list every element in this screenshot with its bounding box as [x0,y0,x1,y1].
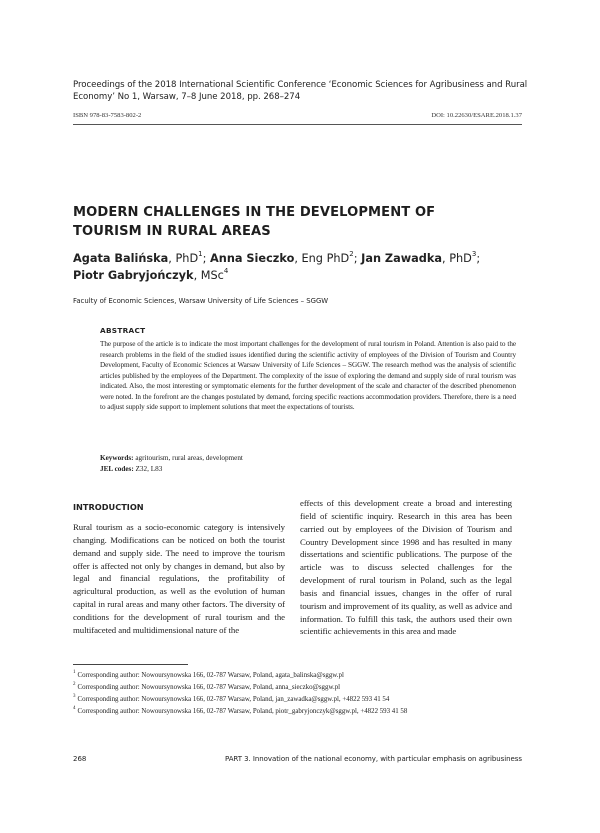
author-name: Piotr Gabryjończyk [73,269,194,282]
author-degree: , PhD [168,252,199,265]
doi: DOI: 10.22630/ESARE.2018.1.37 [431,112,522,119]
footnote-text: Corresponding author: Nowoursynowska 166, 02-787 Warsaw, Poland, anna_sieczko@sggw.pl [77,684,341,692]
body-column-right: effects of this development create a broad and interesting field of scientific inquiry. Research in this area has been carried out by employees of the Division of Tourism and Country Development since 1998 and has resulted in many dissertations and scientific publications. The purpose of the article was to discuss selected challenges for the development of rural tourism in Poland, such as the legal basis and financial issues, changes in the offer of rural tourism and improvement of its quality, as well as advice and information. To fulfill this task, the authors used their own scientific achievements in this area and made [300,498,512,637]
proceedings-header: Proceedings of the 2018 International Scientific Conference ‘Economic Sciences for Agribusiness and Rural Economy’ No 1, Warsaw, 7–8 June 2018, pp. 268–274 [73,80,528,102]
footnotes [73,670,533,718]
author-footnote-mark: 2 [349,250,354,259]
keywords-label: Keywords: [100,454,134,462]
footnote [73,682,533,694]
article-title: MODERN CHALLENGES IN THE DEVELOPMENT OF TOURISM IN RURAL AREAS [73,205,436,239]
author-name: Jan Zawadka [361,252,443,265]
footnote [73,706,533,718]
author-name: Anna Sieczko [210,252,295,265]
author-separator: ; [476,252,481,265]
author-footnote-mark: 3 [471,250,477,259]
author-entry [73,252,210,265]
footnote [73,694,533,706]
affiliation: Faculty of Economic Sciences, Warsaw University of Life Sciences – SGGW [73,297,329,305]
author-list [73,250,503,284]
footnote-text: Corresponding author: Nowoursynowska 166, 02-787 Warsaw, Poland, agata_balinska@sggw.pl [77,672,344,679]
author-entry [73,269,228,282]
body-column-left: Rural tourism as a socio-economic category is intensively changing. Modifications can be noticed on both the tourist demand and supply side. The need to improve the tourism offer is affected not only by changes in demand, but also by legal and financial regulations, the profitability of agricultural production, as well as the evolution of human capital in rural areas and many other factors. The diversity of conditions for the development of rural tourism and the multifaceted and multidimensional nature of the [73,522,285,635]
header-rule [73,124,522,125]
footnote-number: 4 [73,705,76,711]
keywords-block [100,453,516,474]
footnote-number: 1 [73,669,76,675]
abstract-text: The purpose of the article is to indicate the most important challenges for the development of rural tourism in Poland. Attention is also paid to the research problems in the field of the studied issues identified during the scientific activity of employees of the Division of Tourism and Country Development, Faculty of Economic Sciences at Warsaw University of Life Sciences – SGGW. The research method was the analysis of scientific articles published by the employees of the Department. The complexity of the issue of exploring the demand and supply side of rural tourism was indicated. Also, the most interesting or symptomatic elements for the further development of the scale and character of the described phenomenon were noted. In the forefront are the changes postulated by demand, forcing specific reactions accommodation providers. Therefore, there is a need to adjust supply side support to implement solutions that meet the expectations of tourists. [100,340,516,412]
footnote [73,670,533,682]
footnote-text: Corresponding author: Nowoursynowska 166, 02-787 Warsaw, Poland, jan_zawadka@sggw.pl, +4822 593 41 54 [77,696,390,704]
abstract-heading: ABSTRACT [100,326,146,335]
author-degree: , PhD [442,252,472,265]
introduction-heading: INTRODUCTION [73,502,144,512]
page-number: 268 [73,755,87,763]
author-separator: ; [353,252,362,265]
author-separator: ; [202,252,211,265]
footnote-rule [73,664,188,665]
author-degree: , Eng PhD [294,252,350,265]
author-name: Agata Balińska [73,252,169,265]
author-entry [361,252,480,265]
jel-label: JEL codes: [100,464,134,473]
author-degree: , MSc [193,269,224,282]
author-footnote-mark: 1 [198,250,203,259]
footnote-text: Corresponding author: Nowoursynowska 166, 02-787 Warsaw, Poland, piotr_gabryjonczyk@sggw.pl, +4822 593 41 58 [77,708,408,716]
jel-value: Z32, L83 [135,464,163,473]
keywords-line [100,453,516,464]
author-entry [210,252,361,265]
footnote-number: 3 [73,693,76,699]
keywords-value: agritourism, rural areas, development [135,454,243,462]
jel-line [100,464,516,475]
footnote-number: 2 [73,681,76,687]
author-footnote-mark: 4 [223,267,229,276]
isbn: ISBN 978-83-7583-802-2 [73,112,142,119]
running-footer: PART 3. Innovation of the national economy, with particular emphasis on agribusiness [224,755,522,763]
